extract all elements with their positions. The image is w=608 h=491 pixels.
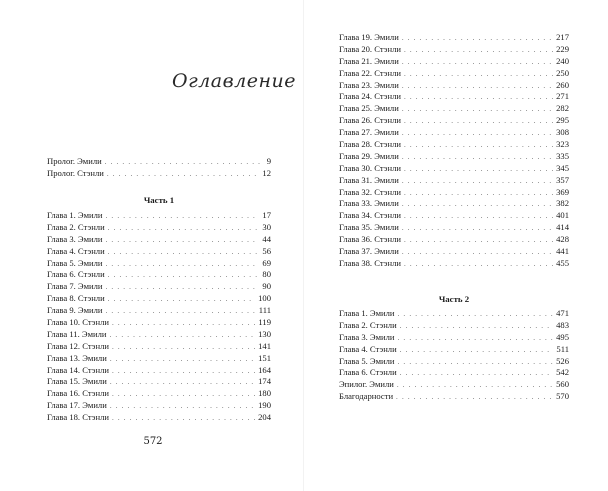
toc-entry-label: Глава 32. Стэнли	[339, 186, 401, 197]
toc-leader-dots	[402, 104, 553, 116]
toc-leader-dots	[397, 380, 553, 392]
toc-entry-label: Глава 3. Эмили	[47, 233, 103, 244]
part-2-heading: Часть 2	[438, 294, 470, 304]
toc-leader-dots	[404, 45, 553, 57]
toc-entry-label: Глава 17. Эмили	[47, 400, 107, 411]
toc-entry-label: Глава 38. Стэнли	[339, 257, 401, 268]
toc-entry-page: 282	[556, 103, 569, 114]
toc-entry-page: 511	[556, 343, 569, 354]
toc-leader-dots	[404, 211, 553, 223]
toc-leader-dots	[107, 169, 260, 181]
toc-entry-label: Глава 3. Эмили	[339, 331, 395, 342]
toc-entry-label: Пролог. Эмили	[47, 156, 102, 166]
toc-entry	[339, 379, 569, 391]
toc-entry-page: 428	[556, 234, 569, 245]
toc-entry-label: Глава 31. Эмили	[339, 174, 399, 185]
toc-entry	[47, 293, 271, 305]
toc-entry-page: 271	[556, 91, 569, 102]
toc-entry	[47, 365, 271, 377]
toc-entry	[339, 139, 569, 151]
toc-entry-page: 80	[262, 269, 271, 280]
toc-entry-page: 495	[556, 331, 569, 342]
toc-entry-label: Глава 25. Эмили	[339, 103, 399, 114]
toc-entry	[339, 44, 569, 56]
toc-leader-dots	[396, 392, 553, 404]
toc-leader-dots	[112, 342, 255, 354]
toc-entry-page: 414	[556, 222, 569, 233]
toc-entry-label: Эпилог. Эмили	[339, 379, 394, 390]
toc-entry-label: Глава 9. Эмили	[47, 305, 103, 316]
toc-entry-label: Глава 30. Стэнли	[339, 162, 401, 173]
toc-entry-page: 119	[258, 317, 271, 328]
toc-entry	[339, 356, 569, 368]
toc-entry-label: Глава 27. Эмили	[339, 127, 399, 138]
toc-leader-dots	[110, 377, 255, 389]
toc-entry	[339, 258, 569, 270]
toc-entry-page: 12	[262, 167, 271, 178]
toc-leader-dots	[402, 223, 553, 235]
toc-entry	[339, 210, 569, 222]
toc-entry-page: 250	[556, 67, 569, 78]
toc-entry	[339, 163, 569, 175]
toc-entry-label: Глава 34. Стэнли	[339, 210, 401, 221]
toc-entry-page: 141	[258, 340, 271, 351]
toc-entry-label: Глава 1. Эмили	[339, 308, 395, 318]
toc-entry	[339, 391, 569, 403]
toc-entry-label: Глава 33. Эмили	[339, 198, 399, 209]
toc-entry	[339, 68, 569, 80]
toc-entry-label: Глава 21. Эмили	[339, 55, 399, 66]
toc-leader-dots	[404, 164, 553, 176]
toc-entry-label: Глава 12. Стэнли	[47, 340, 109, 351]
toc-entry-label: Глава 15. Эмили	[47, 376, 107, 387]
toc-entry	[47, 376, 271, 388]
toc-entry-label: Глава 22. Стэнли	[339, 67, 401, 78]
toc-entry-page: 174	[258, 376, 271, 387]
toc-entry	[339, 246, 569, 258]
toc-entry-page: 260	[556, 79, 569, 90]
part-1-continued-chapter-list	[339, 32, 569, 270]
toc-entry	[339, 367, 569, 379]
toc-entry	[47, 341, 271, 353]
toc-leader-dots	[404, 235, 553, 247]
toc-leader-dots	[400, 321, 553, 333]
toc-entry-page: 323	[556, 139, 569, 150]
toc-entry-page: 204	[258, 412, 271, 423]
toc-leader-dots	[112, 389, 255, 401]
toc-entry-page: 56	[262, 245, 271, 256]
toc-leader-dots	[402, 199, 553, 211]
toc-leader-dots	[106, 259, 260, 271]
toc-entry	[339, 187, 569, 199]
toc-entry-label: Глава 16. Стэнли	[47, 388, 109, 399]
toc-entry	[47, 329, 271, 341]
toc-entry-page: 164	[258, 364, 271, 375]
toc-entry-page: 295	[556, 115, 569, 126]
toc-entry	[339, 222, 569, 234]
toc-entry-page: 483	[556, 319, 569, 330]
toc-entry	[339, 234, 569, 246]
toc-entry-label: Глава 6. Стэнли	[339, 367, 397, 378]
toc-leader-dots	[404, 259, 553, 271]
toc-leader-dots	[112, 318, 255, 330]
toc-entry-label: Благодарности	[339, 391, 394, 402]
page-number: 572	[143, 436, 163, 447]
toc-entry-label: Глава 5. Эмили	[339, 355, 395, 366]
toc-entry	[339, 344, 569, 356]
toc-entry-page: 357	[556, 174, 569, 185]
toc-entry-label: Глава 19. Эмили	[339, 32, 399, 42]
toc-leader-dots	[108, 270, 260, 282]
toc-entry-label: Глава 6. Стэнли	[47, 269, 105, 280]
toc-entry-page: 455	[556, 257, 569, 268]
toc-entry-page: 240	[556, 55, 569, 66]
toc-entry-label: Глава 4. Стэнли	[339, 343, 397, 354]
toc-leader-dots	[110, 401, 255, 413]
part-1-heading: Часть 1	[143, 195, 175, 205]
toc-entry-page: 560	[556, 379, 569, 390]
toc-entry-page: 190	[258, 400, 271, 411]
toc-leader-dots	[402, 247, 553, 259]
toc-leader-dots	[106, 235, 260, 247]
toc-entry	[339, 103, 569, 115]
toc-entry-page: 151	[258, 352, 271, 363]
toc-entry-page: 308	[556, 127, 569, 138]
toc-leader-dots	[400, 368, 553, 380]
toc-entry	[339, 151, 569, 163]
toc-entry-label: Глава 26. Стэнли	[339, 115, 401, 126]
toc-leader-dots	[398, 309, 554, 321]
toc-entry-page: 69	[262, 257, 271, 268]
toc-entry	[47, 168, 271, 180]
toc-entry-label: Глава 13. Эмили	[47, 352, 107, 363]
toc-leader-dots	[112, 413, 255, 425]
toc-entry-page: 229	[556, 43, 569, 54]
toc-entry-page: 369	[556, 186, 569, 197]
toc-entry	[47, 234, 271, 246]
toc-leader-dots	[402, 57, 553, 69]
toc-leader-dots	[112, 366, 255, 378]
toc-entry-page: 382	[556, 198, 569, 209]
right-page	[304, 0, 608, 491]
toc-entry	[47, 210, 271, 222]
toc-entry-label: Глава 36. Стэнли	[339, 234, 401, 245]
toc-leader-dots	[108, 223, 260, 235]
toc-entry-label: Пролог. Стэнли	[47, 167, 104, 178]
toc-entry-page: 17	[262, 210, 271, 220]
toc-entry	[339, 32, 569, 44]
toc-entry-page: 90	[262, 281, 271, 292]
toc-leader-dots	[106, 306, 256, 318]
toc-entry-label: Глава 28. Стэнли	[339, 139, 401, 150]
toc-entry-page: 9	[266, 156, 271, 166]
toc-entry-label: Глава 37. Эмили	[339, 246, 399, 257]
toc-entry-page: 111	[258, 305, 271, 316]
toc-entry	[47, 281, 271, 293]
toc-entry	[47, 388, 271, 400]
toc-entry-label: Глава 2. Стэнли	[47, 221, 105, 232]
toc-entry-label: Глава 2. Стэнли	[339, 319, 397, 330]
toc-entry-page: 335	[556, 150, 569, 161]
toc-entry	[47, 258, 271, 270]
toc-entry-label: Глава 23. Эмили	[339, 79, 399, 90]
toc-entry	[47, 353, 271, 365]
toc-entry-page: 130	[258, 328, 271, 339]
toc-entry	[47, 305, 271, 317]
toc-leader-dots	[105, 157, 264, 169]
toc-entry-label: Глава 20. Стэнли	[339, 43, 401, 54]
toc-entry	[339, 175, 569, 187]
toc-leader-dots	[398, 357, 554, 369]
toc-leader-dots	[402, 176, 553, 188]
toc-entry	[339, 198, 569, 210]
toc-entry-label: Глава 7. Эмили	[47, 281, 103, 292]
toc-entry-label: Глава 4. Стэнли	[47, 245, 105, 256]
toc-entry	[339, 127, 569, 139]
toc-entry	[47, 412, 271, 424]
toc-leader-dots	[108, 247, 260, 259]
toc-entry-page: 345	[556, 162, 569, 173]
toc-entry-label: Глава 11. Эмили	[47, 328, 107, 339]
toc-entry-page: 526	[556, 355, 569, 366]
toc-entry-page: 100	[258, 293, 271, 304]
toc-entry-label: Глава 1. Эмили	[47, 210, 103, 220]
toc-leader-dots	[404, 140, 553, 152]
toc-entry-label: Глава 29. Эмили	[339, 150, 399, 161]
toc-leader-dots	[404, 188, 553, 200]
toc-entry-label: Глава 5. Эмили	[47, 257, 103, 268]
toc-leader-dots	[108, 294, 255, 306]
toc-title: Оглавление	[172, 70, 297, 92]
toc-entry	[339, 332, 569, 344]
toc-entry-label: Глава 14. Стэнли	[47, 364, 109, 375]
toc-entry	[47, 156, 271, 168]
toc-entry	[47, 400, 271, 412]
toc-entry-page: 44	[262, 233, 271, 244]
toc-leader-dots	[402, 33, 553, 45]
part-2-chapter-list	[339, 308, 569, 403]
toc-entry-label: Глава 10. Стэнли	[47, 317, 109, 328]
toc-entry	[339, 80, 569, 92]
toc-entry-page: 401	[556, 210, 569, 221]
toc-entry	[47, 317, 271, 329]
prologue-list	[47, 156, 271, 180]
toc-entry-label: Глава 24. Стэнли	[339, 91, 401, 102]
toc-entry-page: 180	[258, 388, 271, 399]
toc-entry	[47, 269, 271, 281]
toc-leader-dots	[404, 116, 553, 128]
toc-entry	[339, 56, 569, 68]
toc-entry-page: 542	[556, 367, 569, 378]
part-1-chapter-list	[47, 210, 271, 424]
toc-leader-dots	[402, 128, 553, 140]
toc-entry-page: 441	[556, 246, 569, 257]
toc-leader-dots	[398, 333, 554, 345]
toc-entry-label: Глава 35. Эмили	[339, 222, 399, 233]
toc-entry-page: 471	[556, 308, 569, 318]
toc-entry-label: Глава 8. Стэнли	[47, 293, 105, 304]
toc-leader-dots	[402, 152, 553, 164]
toc-entry-page: 30	[262, 221, 271, 232]
toc-entry-page: 217	[556, 32, 569, 42]
toc-entry	[339, 320, 569, 332]
toc-entry-page: 570	[556, 391, 569, 402]
toc-entry	[47, 222, 271, 234]
toc-entry	[339, 115, 569, 127]
toc-leader-dots	[404, 69, 553, 81]
toc-entry	[47, 246, 271, 258]
toc-leader-dots	[110, 354, 255, 366]
toc-leader-dots	[110, 330, 256, 342]
toc-entry-label: Глава 18. Стэнли	[47, 412, 109, 423]
toc-entry	[339, 308, 569, 320]
toc-leader-dots	[106, 211, 260, 223]
toc-entry	[339, 91, 569, 103]
toc-leader-dots	[106, 282, 260, 294]
toc-leader-dots	[402, 81, 553, 93]
toc-leader-dots	[404, 92, 553, 104]
toc-leader-dots	[400, 345, 554, 357]
